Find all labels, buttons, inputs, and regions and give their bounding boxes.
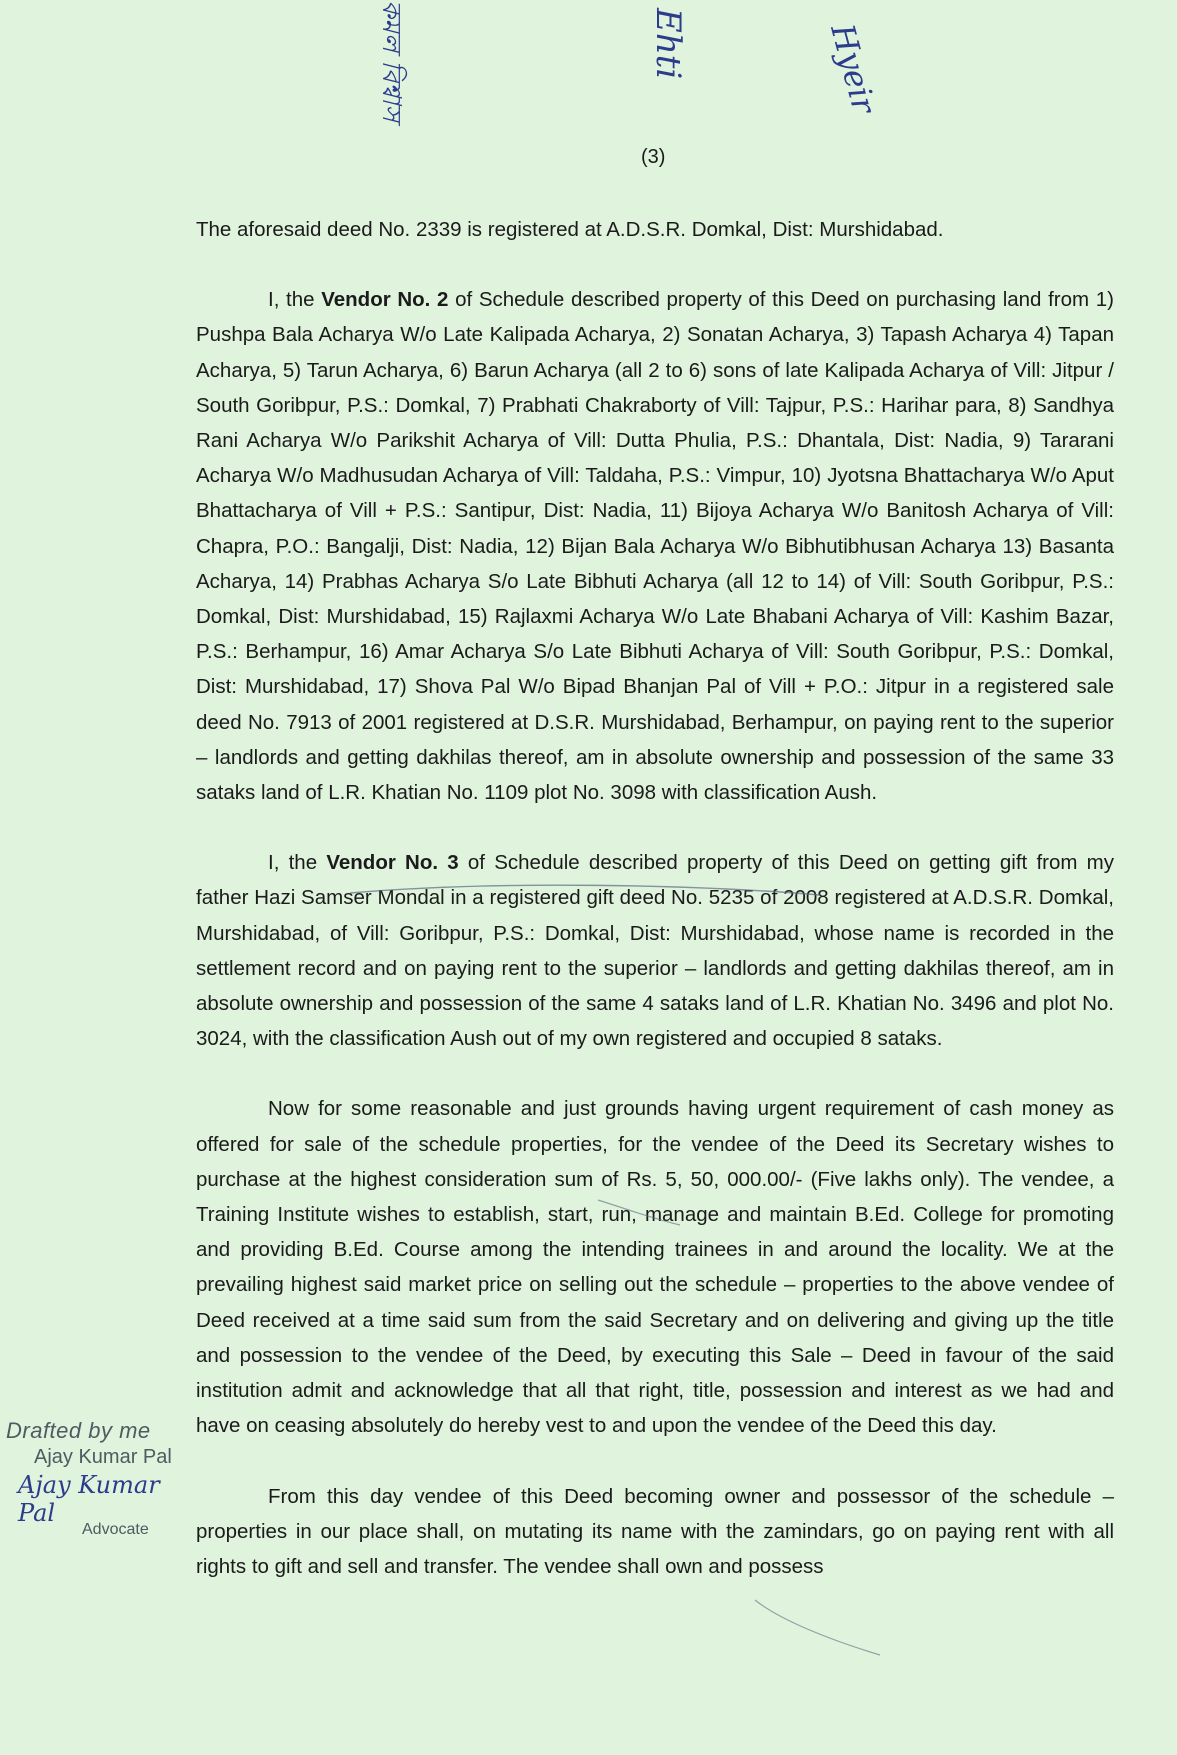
signature-vendor-2: Hyeir (823, 20, 884, 118)
paragraph-lead-text: I, the (268, 851, 327, 875)
advocate-signature: Ajay Kumar Pal (18, 1471, 160, 1527)
stamp-advocate-title: Advocate (82, 1521, 149, 1538)
pen-stroke (755, 1600, 880, 1655)
paragraph-lead-text: I, the (268, 288, 322, 312)
page-number: (3) (641, 146, 666, 168)
paragraph-vendor-3-text: of Schedule described property of this Deed on getting gift from my father Hazi Samser Mondal in a registered gift deed No. 5235 of 2008 registered at A.D.S.R. Domkal, Murshidabad, of Vill: Goribpur, P.S.: Domkal, Dist: Murshidabad, whose name is recorded in the settlement record and on paying rent to the superior – landlords and getting dakhilas thereof, am in absolute ownership and possession of the same 4 sataks land of L.R. Khatian No. 3496 and plot No. 3024, with the classification Aush out of my own registered and occupied 8 sataks. (196, 851, 1114, 1051)
advocate-stamp (6, 1418, 196, 1539)
paragraph-vendor-2 (196, 282, 1114, 810)
paragraph-ownership-transfer: From this day vendee of this Deed becoming owner and possessor of the schedule – properties in our place shall, on mutating its name with the zamindars, go on paying rent with all rights to gift and sell and transfer. The vendee shall own and possess (196, 1484, 1114, 1578)
paragraph-deed-registration: The aforesaid deed No. 2339 is registered at A.D.S.R. Domkal, Dist: Murshidabad. (196, 218, 944, 241)
paragraph-sale-consideration: Now for some reasonable and just grounds having urgent requirement of cash money as offered for sale of the schedule properties, for the vendee of the Deed its Secretary wishes to purchase at the highest consideration sum of Rs. 5, 50, 000.00/- (Five lakhs only). The vendee, a Training Institute wishes to establish, start, run, manage and maintain B.Ed. College for promoting and providing B.Ed. Course among the intending trainees in and around the locality. We at the prevailing highest said market price on selling out the schedule – properties to the above vendee of Deed received at a time said sum from the said Secretary and on delivering and giving up the title and possession to the vendee of the Deed, by executing this Sale – Deed in favour of the said institution admit and acknowledge that all that right, title, possession and interest as we had and have on ceasing absolutely do hereby vest to and upon the vendee of the Deed this day. (196, 1097, 1114, 1438)
stamp-drafted-by: Drafted by me (6, 1418, 151, 1443)
stamp-advocate-name: Ajay Kumar Pal (34, 1446, 172, 1468)
paragraph-vendor-3 (196, 845, 1114, 1056)
paragraph-vendor-2-text: of Schedule described property of this Deed on purchasing land from 1) Pushpa Bala Acharya W/o Late Kalipada Acharya, 2) Sonatan Acharya, 3) Tapash Acharya 4) Tapan Acharya, 5) Tarun Acharya, 6) Barun Acharya (all 2 to 6) sons of late Kalipada Acharya of Vill: Jitpur / South Goribpur, P.S.: Domkal, 7) Prabhati Chakraborty of Vill: Tajpur, P.S.: Harihar para, 8) Sandhya Rani Acharya W/o Parikshit Acharya of Vill: Dutta Phulia, P.S.: Dhantala, Dist: Nadia, 9) Tararani Acharya W/o Madhusudan Acharya of Vill: Taldaha, P.S.: Vimpur, 10) Jyotsna Bhattacharya W/o Aput Bhattacharya of Vill + P.S.: Santipur, Dist: Nadia, 11) Bijoya Acharya W/o Banitosh Acharya of Vill: Chapra, P.O.: Bangalji, Dist: Nadia, 12) Bijan Bala Acharya W/o Bibhutibhusan Acharya 13) Basanta Acharya, 14) Prabhas Acharya S/o Late Bibhuti Acharya (all 12 to 14) of Vill: South Goribpur, P.S.: Domkal, Dist: Murshidabad, 15) Rajlaxmi Acharya W/o Late Bhabani Acharya of Vill: Kashim Bazar, P.S.: Berhampur, 16) Amar Acharya S/o Late Bibhuti Acharya of Vill: South Goribpur, P.S.: Domkal, Dist: Murshidabad, 17) Shova Pal W/o Bipad Bhanjan Pal of Vill + P.O.: Jitpur in a registered sale deed No. 7913 of 2001 registered at D.S.R. Murshidabad, Berhampur, on paying rent to the superior – landlords and getting dakhilas thereof, am in absolute ownership and possession of the same 33 sataks land of L.R. Khatian No. 1109 plot No. 3098 with classification Aush. (196, 288, 1114, 805)
vendor-2-label: Vendor No. 2 (321, 288, 449, 312)
signature-vendor: Ehti (648, 8, 688, 80)
signature-bengali: কমল বিশ্বাস (376, 0, 406, 122)
vendor-3-label: Vendor No. 3 (326, 851, 459, 875)
deed-body (196, 212, 1114, 1584)
